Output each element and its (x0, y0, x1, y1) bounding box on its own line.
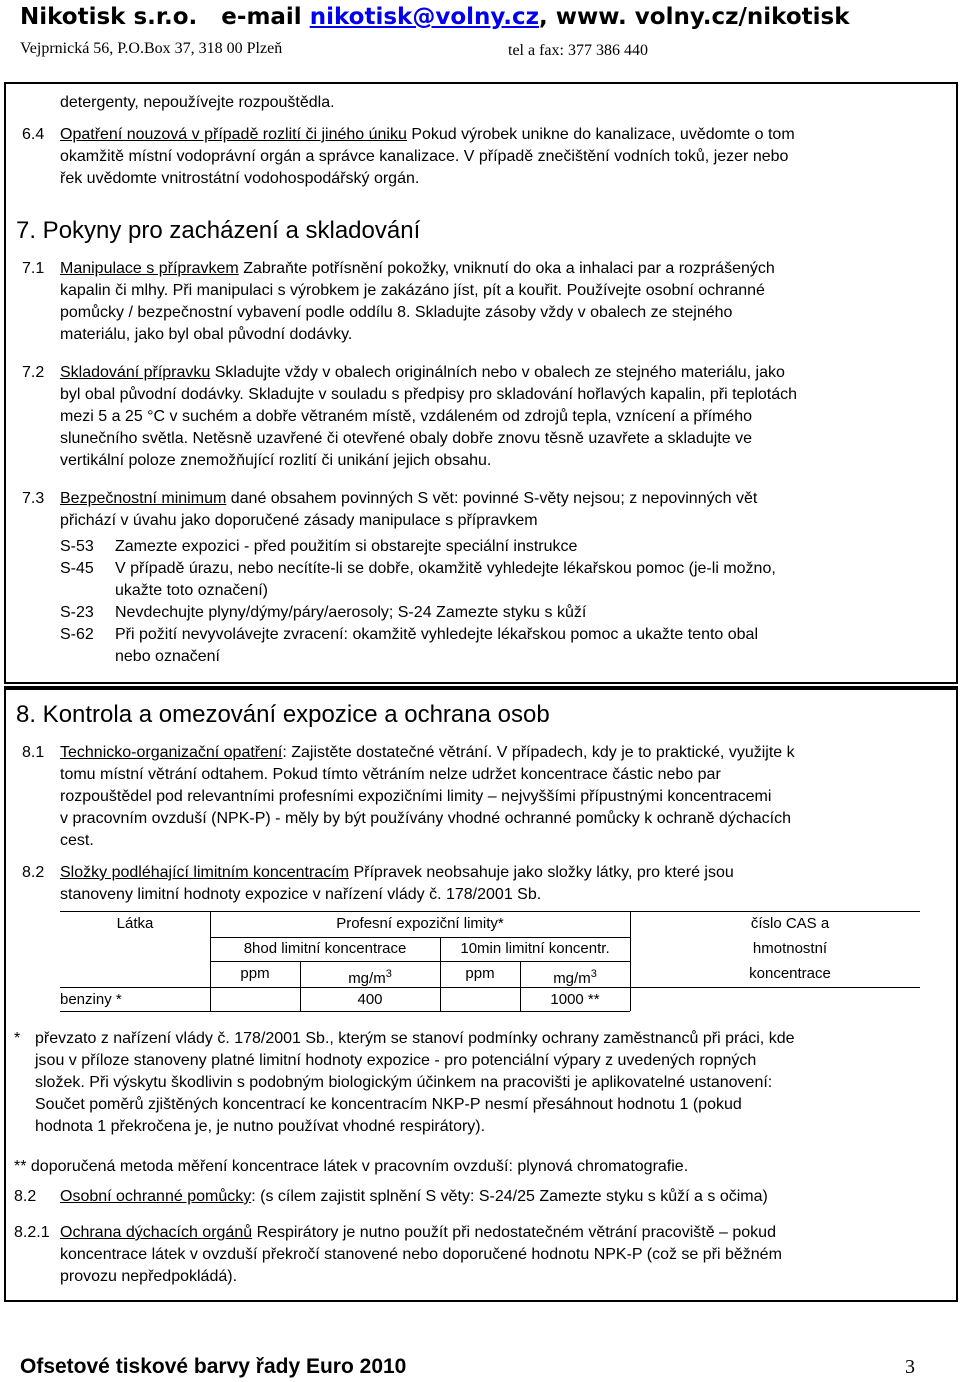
unit-mg-base: mg/m (348, 970, 386, 987)
footnote-line3: složek. Při výskytu škodlivin s podobným biologickým účinkem na pracovišti je aplikovatelné ustanovení: (35, 1074, 773, 1091)
subheader-8h: 8hod limitní koncentrace (243, 940, 407, 957)
s-phrase-text (115, 624, 950, 668)
footnote-line2: jsou v příloze stanoveny platné limitní hodnoty expozice - pro potenciální výpary z uvedených ropných (35, 1052, 757, 1069)
s8-2-number: 8.2 (22, 864, 45, 881)
row-10min-mg-value: 1000 ** (550, 991, 600, 1008)
s-phrase-line1: Při požití nevyvolávejte zvracení: okamžitě vyhledejte lékařskou pomoc a ukažte tento obal (115, 626, 758, 643)
s6-4-line3: řek uvědomte vnitrostátní vodohospodářský orgán. (60, 170, 420, 187)
s-phrase-text: Zamezte expozici - před použitím si obstarejte speciální instrukce (115, 538, 578, 555)
s7-3-title: Bezpečnostní minimum (60, 490, 227, 507)
footnote-line4: Součet poměrů zjištěných koncentrací ke koncentracím NKP-P nesmí přesáhnout hodnotu 1 (pokud (35, 1096, 742, 1113)
s8-1-line3: rozpouštědel pod relevantními profesními expozičními limity – nejvyššími přípustnými koncentracemi (60, 788, 772, 805)
s7-1-number: 7.1 (22, 260, 45, 277)
s7-1-paragraph (60, 258, 950, 346)
s6-4-title: Opatření nouzová v případě rozlití či jiného úniku (60, 126, 407, 143)
section-8-heading: 8. Kontrola a omezování expozice a ochrana osob (16, 701, 550, 728)
footnote-line5: hodnota 1 překročena je, je nutno používat vhodné respirátory). (35, 1118, 486, 1135)
s8-2b-line1: : (s cílem zajistit splnění S věty: S-24/25 Zamezte styku s kůží a s očima) (251, 1188, 768, 1205)
s8-1-line4: v pracovním ovzduší (NPK-P) - měly by být používány vhodné ochranné pomůcky k ochraně dýchacích (60, 810, 792, 827)
s8-2b-paragraph (60, 1186, 950, 1208)
s8-1-line1: : Zajistěte dostatečné větrání. V případech, kdy je to praktické, využijte k (282, 744, 795, 761)
footnote-2: ** doporučená metoda měření koncentrace látek v pracovním ovzduší: plynová chromatografie. (14, 1158, 689, 1175)
s8-2-1-line3: provozu nepředpokládá). (60, 1268, 238, 1285)
company-phone: tel a fax: 377 386 440 (508, 42, 648, 59)
s-phrase-code: S-53 (60, 538, 94, 555)
row-8h-mg-value: 400 (357, 991, 383, 1008)
email-label: e-mail (221, 4, 302, 30)
s7-2-line5: vertikální poloze znemožňující rozlití či unikání jejich obsahu. (60, 452, 492, 469)
page-number: 3 (905, 1356, 915, 1378)
s8-2b-number: 8.2 (14, 1188, 37, 1205)
s6-4-paragraph (60, 124, 950, 190)
s8-1-title: Technicko-organizační opatření (60, 744, 283, 761)
s8-2-1-line2: koncentrace látek v ovzduší překročí stanovené nebo doporučené hodnotu NPK-P (což se při běžném (60, 1246, 782, 1263)
s7-1-line4: materiálu, jako byl obal původní dodávky. (60, 326, 353, 343)
table-rule (60, 911, 920, 912)
unit-mg-exponent: 3 (385, 968, 392, 980)
row-substance-name: benziny * (60, 991, 122, 1008)
col-cas-header: číslo CAS a (750, 915, 830, 932)
s7-2-paragraph (60, 362, 950, 472)
s8-2-1-number: 8.2.1 (14, 1224, 50, 1241)
col-substance-header: Látka (116, 915, 154, 932)
s6-4-number: 6.4 (22, 126, 45, 143)
s7-3-paragraph (60, 488, 950, 532)
s8-1-number: 8.1 (22, 744, 45, 761)
s6-continuation: detergenty, nepoužívejte rozpouštědla. (60, 94, 335, 111)
s8-2-1-title: Ochrana dýchacích orgánů (60, 1224, 253, 1241)
s7-1-line1: Zabraňte potřísnění pokožky, vniknutí do oka a inhalaci par a rozprášených (238, 260, 775, 277)
footnote-line1: převzato z nařízení vlády č. 178/2001 Sb., kterým se stanoví podmínky ochrany zaměstnanců při práci, kde (35, 1030, 795, 1047)
s7-2-title: Skladování přípravku (60, 364, 211, 381)
s8-1-line5: cest. (60, 832, 94, 849)
web-label: , www. (539, 4, 627, 30)
company-address: Vejprnická 56, P.O.Box 37, 318 00 Plzeň (20, 40, 283, 57)
unit-mg (300, 964, 440, 989)
s6-4-text: Pokud výrobek unikne do kanalizace, uvědomte o tom (406, 126, 795, 143)
s8-1-line2: tomu místní větrání odtahem. Pokud tímto větráním nelze udržet koncentrace částic nebo par (60, 766, 721, 783)
unit-mg-base: mg/m (553, 970, 591, 987)
s7-3-line2: přichází v úvahu jako doporučené zásady manipulace s přípravkem (60, 512, 538, 529)
unit-mg (520, 964, 630, 989)
s7-1-title: Manipulace s přípravkem (60, 260, 239, 277)
s8-2-1-line1: Respirátory je nutno použít při nedostatečném větrání pracoviště – pokud (252, 1224, 776, 1241)
table-rule (210, 937, 630, 938)
s7-1-line2: kapalin či mlhy. Při manipulaci s výrobkem je zakázáno jíst, pít a kouřit. Používejte osobní ochranné (60, 282, 765, 299)
s8-2b-title: Osobní ochranné pomůcky (60, 1188, 252, 1205)
s7-3-number: 7.3 (22, 490, 45, 507)
s7-2-line4: slunečního světla. Netěsně uzavřené či otevřené obaly dobře znovu těsně uzavřete a skladujte ve (60, 430, 752, 447)
s-phrase-code: S-45 (60, 560, 94, 577)
footnote-mark: * (14, 1030, 21, 1047)
footnote-1 (35, 1028, 950, 1138)
s-phrase-code: S-23 (60, 604, 94, 621)
s-phrase-line1: V případě úrazu, nebo necítíte-li se dobře, okamžitě vyhledejte lékařskou pomoc (je-li možno, (115, 560, 776, 577)
s7-2-number: 7.2 (22, 364, 45, 381)
s8-2-paragraph (60, 862, 950, 906)
s8-2-line2: stanoveny limitní hodnoty expozice v nařízení vlády č. 178/2001 Sb. (60, 886, 542, 903)
s8-1-paragraph (60, 742, 950, 852)
s-phrase-text: Nevdechujte plyny/dýmy/páry/aerosoly; S-24 Zamezte styku s kůží (115, 604, 587, 621)
table-rule (60, 987, 920, 988)
company-name: Nikotisk s.r.o. (20, 4, 198, 30)
s6-4-line2: okamžitě místní vodoprávní orgán a správce kanalizace. V případě znečištění vodních toků, jezer nebo (60, 148, 789, 165)
cas-header-line2: hmotnostní (752, 940, 828, 957)
s-phrase-text (115, 558, 950, 602)
unit-ppm: ppm (465, 965, 495, 982)
s8-2-1-paragraph (60, 1222, 950, 1288)
unit-mg-exponent: 3 (590, 968, 597, 980)
s-phrase-line2: nebo označení (115, 648, 220, 665)
s7-3-line1: dané obsahem povinných S vět: povinné S-věty nejsou; z nepovinných vět (226, 490, 758, 507)
company-header (20, 2, 940, 32)
s-phrase-line2: ukažte toto označení) (115, 582, 268, 599)
s-phrase-code: S-62 (60, 626, 94, 643)
web-address[interactable]: volny.cz/nikotisk (634, 4, 850, 30)
s7-1-line3: pomůcky / bezpečnostní vybavení podle oddílu 8. Skladujte zásoby vždy v obalech ze stejného (60, 304, 733, 321)
col-limits-header: Profesní expoziční limity* (336, 915, 504, 932)
s7-2-line3: mezi 5 a 25 °C v suchém a dobře větraném místě, vzdáleném od zdrojů tepla, vznícení a přímého (60, 408, 753, 425)
section-7-heading: 7. Pokyny pro zacházení a skladování (16, 217, 421, 244)
table-rule (60, 1011, 630, 1012)
unit-ppm: ppm (240, 965, 270, 982)
document-title-footer: Ofsetové tiskové barvy řady Euro 2010 (20, 1355, 407, 1378)
s8-2-title: Složky podléhající limitním koncentracím (60, 864, 349, 881)
cas-header-line3: koncentrace (749, 965, 831, 982)
table-rule (210, 961, 630, 962)
email-link[interactable]: nikotisk@volny.cz (309, 4, 540, 30)
s7-2-line2: byl obal původní dodávky. Skladujte v souladu s předpisy pro skladování hořlavých kapalin, při teplotách (60, 386, 798, 403)
s7-2-line1: Skladujte vždy v obalech originálních nebo v obalech ze stejného materiálu, jako (210, 364, 785, 381)
subheader-10min: 10min limitní koncentr. (460, 940, 610, 957)
s8-2-line1: Přípravek neobsahuje jako složky látky, pro které jsou (349, 864, 734, 881)
table-rule (630, 911, 631, 1011)
